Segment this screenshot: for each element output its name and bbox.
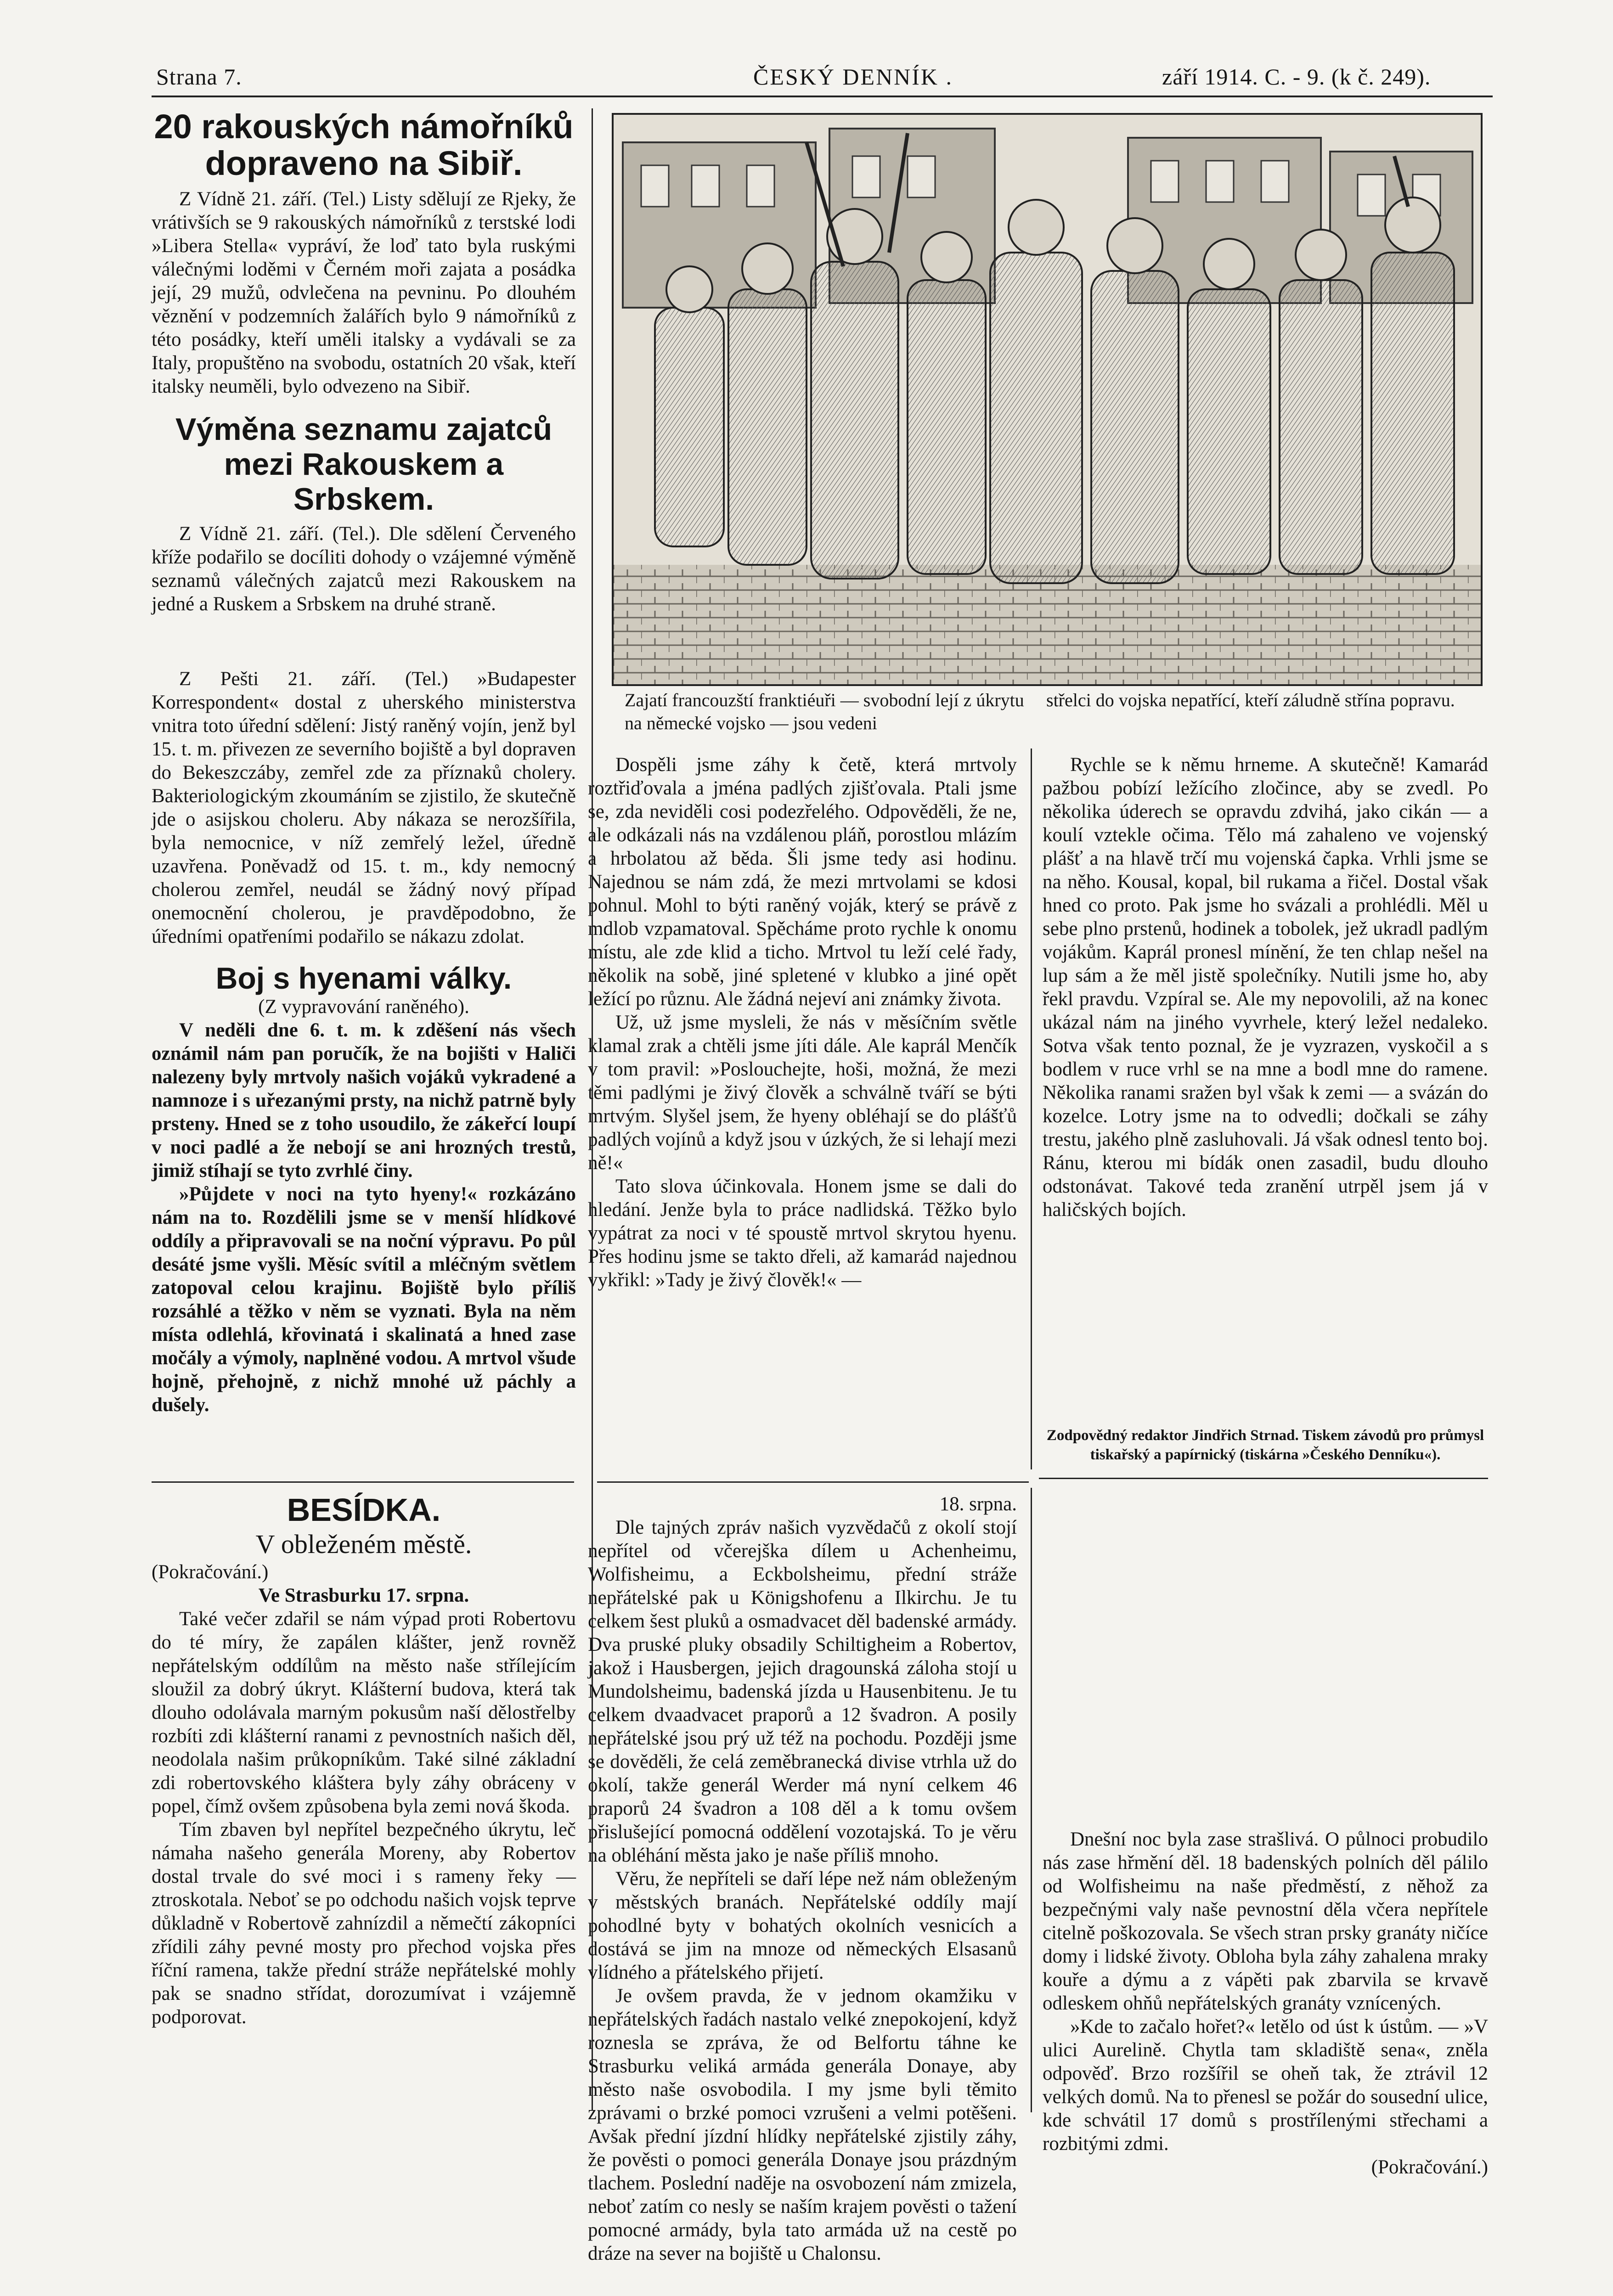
illustration-caption-left bbox=[625, 689, 1038, 735]
article-paragraph: Už, už jsme mysleli, že nás v měsíčním světle klamal zrak a chtěli jsme jíti dále. Ale kaprál Menčík v tom pravil: »Poslouchejte, hoši, možná, že mezi těmi padlými je živý člověk a schválně tváří se býti mrtvým. Slyšel jsem, že hyeny obléhají se do plášťů padlých vojínů a když jsou v úzkých, že si lehají mezi ně!« bbox=[588, 1012, 1017, 1174]
feuilleton-column-right bbox=[1043, 1828, 1488, 2179]
caption-text: Zajatí francouzští franktiéuři — svobodní lejí z úkrytu na německé vojsko — jsou vedeni bbox=[625, 690, 1024, 733]
column-middle-upper bbox=[588, 753, 1017, 1292]
feuilleton-paragraph: Věru, že nepříteli se daří lépe než nám obleženým v městských branách. Nepřátelské oddíly mají pohodlné byty v bohatých okolních vesnicích a dostává se jim na mnoze od německých Elsasanů vlídného a přátelského přijetí. bbox=[588, 1868, 1017, 1983]
article-hyenas bbox=[152, 961, 576, 1417]
section-rule bbox=[1039, 1478, 1488, 1479]
article-paragraph: Dospěli jsme záhy k četě, která mrtvoly roztřiďovala a jména padlých zjišťovala. Ptali jsme se, zda neviděli cosi podezřelého. Odpověděli, že ne, ale odkázali nás na vzdálenou pláň, porostlou mlázím a hrbolatou až běda. Šli jsme tedy asi hodinu. Najednou se nám zdá, že mezi mrtvolami se kdosi pohnul. Mohl to býti raněný voják, který se právě z mdlob vzpamatoval. Spěcháme proto rychle k onomu místu, ale zde klid a ticho. Mrtvol tu leží celé řady, několik na sobě, jiné spletené v klubko a jiné opět ležící po různu. Ale žádná nejeví ani známky života. bbox=[588, 754, 1017, 1010]
prisoners-illustration bbox=[614, 115, 1481, 684]
feuilleton-paragraph: Také večer zdařil se nám výpad proti Robertovu do té míry, že zapálen klášter, jenž rovněž nepřátelským oddílům na město naše střílejícím sloužil za dobrý úkryt. Klášterní budova, která tak dlouho odolávala marným pokusům naší dělostřelby rozbíti zdi klášterní ranami z pevnostních našich děl, neodolala našim průkopníkům. Také silné základní zdi robertovského kláštera byly záhy obráceny v popel, čímž ovšem způsobena byla zemi nová škoda. bbox=[152, 1608, 576, 1817]
feuilleton-continued: (Pokračování.) bbox=[152, 1561, 269, 1583]
feuilleton-paragraph: Je ovšem pravda, že v jednom okamžiku v nepřátelských řadách nastalo velké znepokojení, když roznesla se zpráva, že od Belfortu táhne ke Strasburku veliká armáda generála Donaye, aby město naše osvobodila. I my jsme byli těmito zprávami o brzké pomoci vzrušeni a velmi potěšeni. Avšak přední jízdní hlídky nepřátelské zjistily záhy, že pověsti o pomoci generála Donaye jsou prázdným tlachem. Poslední naděje na osvobození nám zmizela, neboť zatím co nesly se naším krajem pověsti o tažení pomocné armády, byla tato armáda už na cestě po dráze na sever na bojiště u Chalonsu. bbox=[588, 1985, 1017, 2264]
page-number: Strana 7. bbox=[156, 64, 242, 90]
illustration-caption-right bbox=[1046, 689, 1487, 712]
imprint: Zodpovědný redaktor Jindřich Strnad. Tiskem závodů pro průmysl tiskařský a papírnický (tiskárna »Českého Denníku«). bbox=[1046, 1427, 1484, 1463]
article-paragraph: Tato slova účinkovala. Honem jsme se dali do hledání. Jenže byla to práce nadlidská. Těžko bylo vypátrat za noci v té spoustě mrtvol skrytou hyenu. Přes hodinu jsme se takto dřeli, až kamarád najednou vykřikl: »Tady je živý člověk!« — bbox=[588, 1176, 1017, 1291]
column-divider bbox=[1031, 748, 1032, 1469]
column-right-upper bbox=[1043, 753, 1488, 1221]
headline-sailors-2: dopraveno na Sibiř. bbox=[205, 144, 523, 182]
column-divider bbox=[1031, 1488, 1032, 2112]
feuilleton-title: BESÍDKA. bbox=[287, 1492, 441, 1528]
feuilleton-paragraph: Dnešní noc byla zase strašlivá. O půlnoci probudilo nás zase hřmění děl. 18 badenských polních děl pálilo od Wolfisheimu na naše předměstí, z něhož za bezpečnými valy naše pevnostní děla včera nepřítele citelně poškozovala. Se všech stran prsky granáty ničíce domy i lidské životy. Obloha byla záhy zahalena mraky kouře a dýmu a z vápěti pak zbarvila se krvavě odleskem ohňů nepřátelských granáty vznícených. bbox=[1043, 1829, 1488, 2014]
headline-sailors-1: 20 rakouských námořníků bbox=[154, 107, 574, 146]
headline-prisoners-1: Výměna seznamu zajatců bbox=[175, 412, 553, 447]
caption-text: střelci do vojska nepatřící, kteří záludně střína popravu. bbox=[1046, 690, 1455, 710]
issue-date: září 1914. C. - 9. (k č. 249). bbox=[1162, 64, 1431, 90]
article-paragraph: »Půjdete v noci na tyto hyeny!« rozkázáno nám na to. Rozdělili jsme se v menší hlídkové oddíly a připravovali se na noční výpravu. Po půl desáté jsme vyšli. Měsíc svítil a mléčným světlem zatopoval celou krajinu. Bojiště bylo příliš rozsáhlé a těžko v něm se vyznati. Byla na něm místa odlehlá, křovinatá i skalinatá a hned zase močály a výmoly, naplněné vodou. A mrtvol všude hojně, přehojně, z nichž mnohé už páchly a dušely. bbox=[152, 1183, 576, 1416]
newspaper-name: ČESKÝ DENNÍK . bbox=[753, 64, 953, 90]
feuilleton-column-middle bbox=[588, 1492, 1017, 2265]
article-body: Z Pešti 21. září. (Tel.) »Budapester Korrespondent« dostal z uherského ministerstva vnitra toto úřední sdělení: Jistý raněný vojín, jenž byl 15. t. m. přivezen ze severního bojiště a byl dopraven do Bekeszczáby, zemřel zde za příznaků cholery. Bakteriologickým zkoumáním se zjistilo, že skutečně jde o asijskou choleru. Aby nákaza se nerozšířila, byla nemocnice, v níž zemřelý ležel, úředně uzavřena. Poněvadž od 15. t. m., kdy nemocný cholerou zemřel, neudál se žádný nový případ onemocnění cholerou, je pravděpodobno, že úředními opatřeními podařilo se nákazu zdolat. bbox=[152, 668, 576, 947]
headline-hyenas: Boj s hyenami války. bbox=[215, 961, 512, 995]
feuilleton-subtitle: V obleženém městě. bbox=[255, 1529, 472, 1559]
feuilleton-dateline: 18. srpna. bbox=[939, 1493, 1017, 1515]
section-rule bbox=[597, 1481, 1029, 1483]
article-sailors bbox=[152, 108, 576, 398]
subheadline-hyenas: (Z vypravování raněného). bbox=[258, 996, 469, 1018]
illustration-frame bbox=[612, 113, 1483, 686]
feuilleton-column-left bbox=[152, 1491, 576, 2029]
column-left bbox=[152, 108, 576, 1417]
section-rule bbox=[152, 1481, 574, 1483]
article-body: Z Vídně 21. září. (Tel.) Listy sdělují ze Rjeky, že vrátivších se 9 rakouských námořníků z terstské lodi »Libera Stella« vypráví, že loď tato byla ruskými válečnými loděmi v Černém moři zajata a posádka její, 29 mužů, odvlečena na pevninu. Po dlouhém věznění v podzemních žalářích bylo 9 námořníků z této posádky, kteří uměli italsky a vydávali se za Italy, propuštěno na svobodu, ostatních 20 však, kteří italsky neuměli, bylo odvezeno na Sibiř. bbox=[152, 188, 576, 397]
feuilleton-paragraph: »Kde to začalo hořet?« letělo od úst k ústům. — »V ulici Aurelině. Chytla tam skladiště sena«, zněla odpověď. Brzo rozšířil se oheň tak, že ztrávil 12 velkých domů. Na to přenesl se požár do sousední ulice, kde schvátil 17 domů s prostřílenými střechami a rozbitými zdmi. bbox=[1043, 2016, 1488, 2155]
header-rule bbox=[152, 96, 1493, 97]
article-paragraph: Rychle se k němu hrneme. A skutečně! Kamarád pažbou pobízí ležícího zločince, aby se zvedl. Po několika úderech se opravdu zdvihá, jako cikán — a koulí vztekle očima. Tělo má zahaleno ve vojenský plášť a na hlavě trčí mu vojenská čapka. Vrhli jsme se na něho. Kousal, kopal, bil rukama a řičel. Dostal však hned co proto. Pak jsme ho svázali a prohlédli. Měl u sebe plno prstenů, hodinek a tobolek, jež ukradl padlým vojákům. Kaprál pronesl mínění, že ten chlap nešel na lup sám a že měl jistě společníky. Nutili jsme ho, aby řekl pravdu. Vzpíral se. Ale my nepovolili, až na konec ukázal nám na jiného vyvrhele, který ležel nedaleko. Sotva však tento poznal, že je vyzrazen, vyskočil a s bodlem v ruce vrhl se na mne a bodl mne do ramene. Několika ranami sražen byl však k zemi — a svázán do kozelce. Lotry jsme na to odvedli; dočkali se záhy trestu, jakého plně zasluhovali. Já však odnesl tento boj. Ránu, kterou mi bídák onen zasadil, budu dlouho odstonávat. Takové teda zranění utrpěl jsem já v haličských bojích. bbox=[1043, 754, 1488, 1221]
article-cholera bbox=[152, 667, 576, 948]
article-paragraph: V neděli dne 6. t. m. k zděšení nás všech oznámil nám pan poručík, že na bojišti v Haliči nalezeny byly mrtvoly našich vojáků vykradené a namnoze i s uřezanými prsty, na nichž patrně byly prsteny. Hned se z toho usoudilo, že zákeřcí loupí v noci padlé a že nebojí se ani hrozných trestů, jimiž stíhají se tyto zvrhlé činy. bbox=[152, 1019, 576, 1182]
headline-prisoners-2: mezi Rakouskem a Srbskem. bbox=[224, 447, 504, 517]
feuilleton-dateline: Ve Strasburku 17. srpna. bbox=[258, 1585, 469, 1606]
feuilleton-paragraph: Dle tajných zpráv našich vyzvědačů z okolí stojí nepřítel od včerejška dílem u Achenheimu, Wolfisheimu, a Eckbolsheimu, přední stráže nepřátelské pak u Königshofenu a Ilkirchu. Je tu celkem šest pluků a osmadvacet děl badenské armády. Dva pruské pluky obsadily Schiltigheim a Robertov, jakož i Hausbergen, jejich dragounská záloha stojí u Mundolsheimu, badenská jízda u Hausenbitenu. Je tu celkem dvaadvacet praporů a 12 švadron. A posily nepřátelské jsou prý už též na pochodu. Později jsme se dověděli, že celá zeměbranecká divise vtrhla už do okolí, takže generál Werder má nyní celkem 46 praporů 24 švadron a 108 děl a k tomu ovšem přislušející pomocná oddělení vozotajská. To je věru na obléhání města jako je naše příliš mnoho. bbox=[588, 1517, 1017, 1866]
article-body: Z Vídně 21. září. (Tel.). Dle sdělení Červeného kříže podařilo se docíliti dohody o vzájemné výměně seznamů válečných zajatců mezi Rakouskem na jedné a Ruskem a Srbskem na druhé straně. bbox=[152, 523, 576, 615]
article-prisoner-lists bbox=[152, 412, 576, 616]
feuilleton-paragraph: Tím zbaven byl nepřítel bezpečného úkrytu, leč námaha našeho generála Moreny, aby Robertov dostal trvale do své moci i s rameny řeky — ztroskotala. Neboť se po odchodu našich vojsk teprve důkladně v Robertově zahnízdil a němečtí zákopníci zřídili záhy pevné mosty pro přechod vojska přes říční ramena, takže přední stráže nepřátelské mohly pak se snadno střídat, dorozumívat i vzájemně podporovat. bbox=[152, 1819, 576, 2028]
feuilleton-continued-end: (Pokračování.) bbox=[1371, 2156, 1488, 2178]
